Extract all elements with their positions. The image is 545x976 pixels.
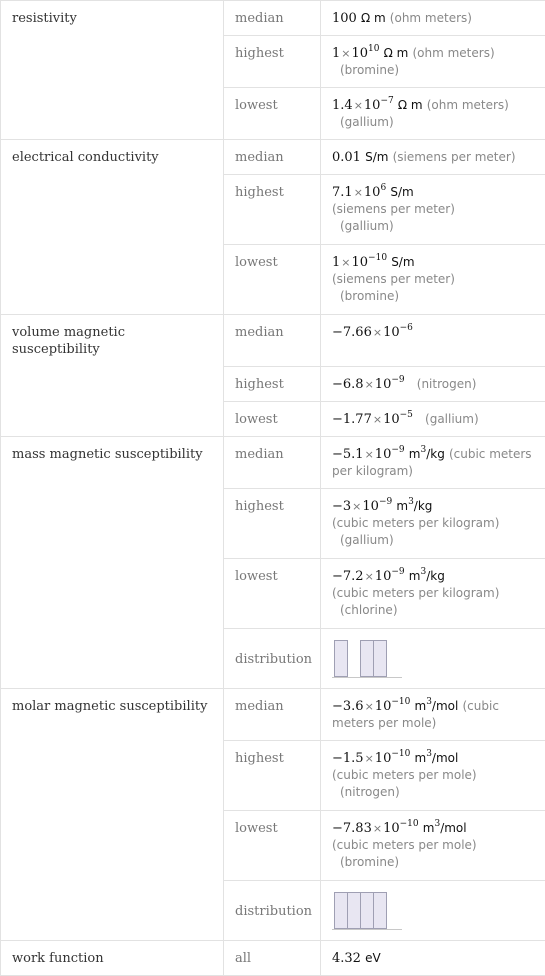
stat-label: lowest: [224, 245, 321, 315]
exponent: 10: [368, 44, 379, 54]
histogram-bar: [348, 893, 361, 929]
value-cell: [321, 140, 545, 175]
times-sign: ×: [372, 326, 383, 339]
base: 10: [375, 377, 392, 392]
base: 10: [364, 185, 381, 200]
base: 10: [375, 447, 392, 462]
unit-exponent: 3: [408, 497, 414, 507]
mantissa: −6.8: [332, 377, 364, 392]
unit-tail: /kg: [414, 499, 433, 513]
stat-label: highest: [224, 741, 321, 811]
exponent: −6: [400, 323, 413, 333]
histogram-bar: [335, 893, 348, 929]
exponent: −10: [368, 253, 387, 263]
property-name: volume magnetic susceptibility: [1, 315, 224, 437]
unit: m: [414, 699, 426, 713]
unit-description: (cubic meters per mole): [332, 838, 477, 852]
element-name: (gallium): [332, 533, 394, 547]
mantissa: 1.4: [332, 98, 353, 113]
distribution-histogram: [332, 638, 412, 680]
unit-description: (siemens per meter): [332, 202, 455, 216]
times-sign: ×: [364, 378, 375, 391]
unit: Ω m: [398, 98, 423, 112]
times-sign: ×: [364, 752, 375, 765]
exponent: −9: [391, 375, 404, 385]
table-row: [1, 689, 545, 741]
unit: m: [423, 821, 435, 835]
times-sign: ×: [364, 700, 375, 713]
base: 10: [375, 751, 392, 766]
unit-description: (ohm meters): [427, 98, 509, 112]
times-sign: ×: [351, 500, 362, 513]
unit: S/m: [365, 150, 388, 164]
exponent: 6: [380, 183, 386, 193]
mantissa: 0.01: [332, 150, 361, 165]
base: 10: [352, 255, 369, 270]
exponent: −9: [379, 497, 392, 507]
base: 10: [362, 499, 379, 514]
element-name: (nitrogen): [332, 785, 400, 799]
element-name: (bromine): [332, 289, 399, 303]
table-row: [1, 140, 545, 175]
value-cell: [321, 559, 545, 629]
element-name: (gallium): [417, 412, 479, 426]
unit-exponent: 3: [426, 749, 432, 759]
mantissa: 7.1: [332, 185, 353, 200]
unit: Ω m: [384, 46, 409, 60]
element-name: (gallium): [332, 115, 394, 129]
times-sign: ×: [372, 822, 383, 835]
unit-description: (ohm meters): [412, 46, 494, 60]
exponent: −5: [400, 410, 413, 420]
value-cell: [321, 689, 545, 741]
unit-description: (cubic meters per mole): [332, 768, 477, 782]
value-cell: [321, 811, 545, 881]
value-cell: [321, 1, 545, 36]
unit-exponent: 3: [420, 445, 426, 455]
value-cell: [321, 402, 545, 437]
stat-label: highest: [224, 367, 321, 402]
stat-label: all: [224, 941, 321, 976]
times-sign: ×: [372, 413, 383, 426]
base: 10: [383, 412, 400, 427]
base: 10: [364, 98, 381, 113]
unit-tail: /mol: [440, 821, 466, 835]
exponent: −10: [391, 749, 410, 759]
property-name: molar magnetic susceptibility: [1, 689, 224, 941]
exponent: −9: [391, 445, 404, 455]
histogram-bar: [361, 641, 374, 677]
base: 10: [375, 569, 392, 584]
distribution-histogram: [332, 890, 412, 932]
times-sign: ×: [364, 448, 375, 461]
stat-label: median: [224, 315, 321, 367]
stat-label: distribution: [224, 629, 321, 689]
exponent: −7: [380, 96, 393, 106]
unit-description: (cubic meters per kilogram): [332, 586, 499, 600]
value-cell: [321, 367, 545, 402]
value-cell: [321, 36, 545, 88]
property-name: mass magnetic susceptibility: [1, 437, 224, 689]
mantissa: −3.6: [332, 699, 364, 714]
unit: S/m: [390, 185, 413, 199]
stat-label: highest: [224, 36, 321, 88]
distribution-cell: [321, 629, 545, 689]
exponent: −10: [391, 697, 410, 707]
base: 10: [383, 821, 400, 836]
unit-exponent: 3: [434, 819, 440, 829]
stat-label: lowest: [224, 559, 321, 629]
value-cell: [321, 489, 545, 559]
mantissa: −7.66: [332, 325, 372, 340]
base: 10: [375, 699, 392, 714]
stat-label: median: [224, 140, 321, 175]
stat-label: distribution: [224, 881, 321, 941]
unit: eV: [365, 951, 381, 965]
value-cell: [321, 741, 545, 811]
table-row: [1, 315, 545, 367]
element-name: (bromine): [332, 855, 399, 869]
mantissa: −1.5: [332, 751, 364, 766]
mantissa: −3: [332, 499, 351, 514]
mantissa: 1: [332, 255, 340, 270]
histogram-bar: [374, 893, 387, 929]
mantissa: −5.1: [332, 447, 364, 462]
stat-label: median: [224, 437, 321, 489]
property-name: resistivity: [1, 1, 224, 140]
unit: m: [409, 447, 421, 461]
value-cell: [321, 245, 545, 315]
table-row: [1, 941, 545, 976]
value-cell: [321, 88, 545, 140]
mantissa: −7.2: [332, 569, 364, 584]
unit: m: [409, 569, 421, 583]
stat-label: median: [224, 1, 321, 36]
distribution-cell: [321, 881, 545, 941]
unit-tail: /mol: [432, 751, 458, 765]
unit-description: (ohm meters): [390, 11, 472, 25]
unit-exponent: 3: [420, 567, 426, 577]
table-row: [1, 437, 545, 489]
unit-description: (cubic meters per kilogram): [332, 447, 532, 478]
element-name: (bromine): [332, 63, 399, 77]
times-sign: ×: [353, 99, 364, 112]
stat-label: lowest: [224, 811, 321, 881]
unit-description: (cubic meters per mole): [332, 699, 499, 730]
property-name: work function: [1, 941, 224, 976]
unit-description: (siemens per meter): [393, 150, 516, 164]
mantissa: 1: [332, 46, 340, 61]
mantissa: 4.32: [332, 951, 361, 966]
times-sign: ×: [364, 570, 375, 583]
stat-label: highest: [224, 489, 321, 559]
unit-tail: /kg: [426, 447, 445, 461]
value-cell: [321, 941, 545, 976]
histogram-bar: [335, 641, 348, 677]
unit-tail: /kg: [426, 569, 445, 583]
unit-description: (siemens per meter): [332, 272, 455, 286]
times-sign: ×: [353, 186, 364, 199]
times-sign: ×: [340, 256, 351, 269]
base: 10: [383, 325, 400, 340]
property-table-body: [1, 1, 545, 976]
unit: S/m: [391, 255, 414, 269]
mantissa: −1.77: [332, 412, 372, 427]
element-name: (gallium): [332, 219, 394, 233]
stat-label: median: [224, 689, 321, 741]
stat-label: highest: [224, 175, 321, 245]
unit: m: [396, 499, 408, 513]
exponent: −10: [400, 819, 419, 829]
unit: Ω m: [361, 11, 386, 25]
histogram-bar: [361, 893, 374, 929]
unit-tail: /mol: [432, 699, 458, 713]
value-cell: [321, 315, 545, 367]
value-cell: [321, 175, 545, 245]
unit: m: [414, 751, 426, 765]
property-name: electrical conductivity: [1, 140, 224, 315]
element-name: (nitrogen): [409, 377, 477, 391]
mantissa: −7.83: [332, 821, 372, 836]
mantissa: 100: [332, 11, 357, 26]
base: 10: [352, 46, 369, 61]
element-name: (chlorine): [332, 603, 398, 617]
stat-label: lowest: [224, 402, 321, 437]
stat-label: lowest: [224, 88, 321, 140]
histogram-bar: [374, 641, 387, 677]
times-sign: ×: [340, 47, 351, 60]
unit-description: (cubic meters per kilogram): [332, 516, 499, 530]
unit-exponent: 3: [426, 697, 432, 707]
table-row: [1, 1, 545, 36]
exponent: −9: [391, 567, 404, 577]
value-cell: [321, 437, 545, 489]
